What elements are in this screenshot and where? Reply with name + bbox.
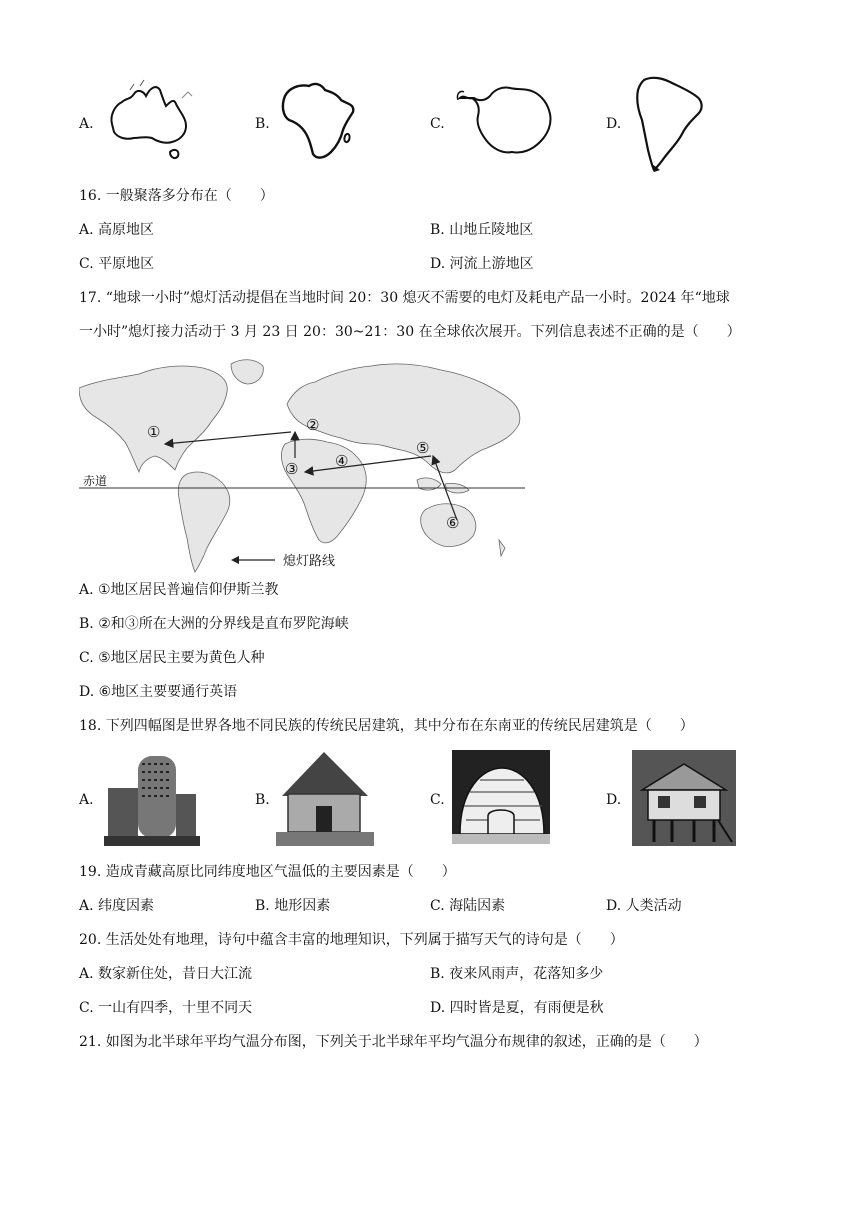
map-marker-6: ⑥ [446, 514, 460, 532]
q19-option-d[interactable]: D. 人类活动 [606, 898, 682, 914]
q19-option-a[interactable]: A. 纬度因素 [79, 898, 155, 914]
q16-option-c[interactable]: C. 平原地区 [79, 256, 155, 272]
world-map-figure [79, 352, 529, 574]
map-marker-4: ④ [335, 452, 349, 470]
thatched-round-hut-image [276, 746, 374, 846]
q18-letter-a[interactable]: A. [79, 792, 94, 808]
q19-option-b[interactable]: B. 地形因素 [255, 898, 331, 914]
map-marker-1: ① [147, 423, 161, 441]
map-marker-5: ⑤ [416, 439, 430, 457]
q18-stem: 18. 下列四幅图是世界各地不同民族的传统民居建筑，其中分布在东南亚的传统民居建筑是（ ） [79, 718, 694, 734]
map-marker-3: ③ [285, 460, 299, 478]
q19-stem: 19. 造成青藏高原比同纬度地区气温低的主要因素是（ ） [79, 864, 456, 880]
legend-route-label: 熄灯路线 [283, 554, 336, 569]
q20-option-b[interactable]: B. 夜来风雨声，花落知多少 [430, 966, 604, 982]
mud-tower-house-image [104, 748, 200, 846]
q20-stem: 20. 生活处处有地理，诗句中蕴含丰富的地理知识，下列属于描写天气的诗句是（ ） [79, 932, 624, 948]
map-marker-2: ② [306, 416, 320, 434]
africa-outline-image [275, 76, 360, 164]
q16-option-b[interactable]: B. 山地丘陵地区 [430, 222, 534, 238]
q16-option-a[interactable]: A. 高原地区 [79, 222, 155, 238]
south-america-outline-image [630, 70, 710, 174]
equator-label: 赤道 [83, 474, 108, 488]
igloo-image [452, 750, 550, 844]
q17-option-c[interactable]: C. ⑤地区居民主要为黄色人种 [79, 650, 265, 666]
q15-letter-b[interactable]: B. [255, 116, 270, 132]
antarctica-outline-image [450, 78, 560, 164]
q17-stem-line1: 17. “地球一小时”熄灯活动提倡在当地时间 20：30 熄灭不需要的电灯及耗电产品一小时。2024 年“地球 [79, 290, 730, 306]
q17-option-a[interactable]: A. ①地区居民普遍信仰伊斯兰教 [79, 582, 279, 598]
q17-option-b[interactable]: B. ②和③所在大洲的分界线是直布罗陀海峡 [79, 616, 349, 632]
q20-option-c[interactable]: C. 一山有四季，十里不同天 [79, 1000, 253, 1016]
q21-stem: 21. 如图为北半球年平均气温分布图，下列关于北半球年平均气温分布规律的叙述，正确的是（ ） [79, 1034, 708, 1050]
q18-letter-c[interactable]: C. [430, 792, 445, 808]
q15-letter-a[interactable]: A. [79, 116, 94, 132]
q20-option-a[interactable]: A. 数家新住处，昔日大江流 [79, 966, 253, 982]
australia-outline-image [100, 76, 200, 164]
q20-option-d[interactable]: D. 四时皆是夏，有雨便是秋 [430, 1000, 604, 1016]
q17-stem-line2: 一小时”熄灯接力活动于 3 月 23 日 20：30~21：30 在全球依次展开。下列信息表述不正确的是（ ） [79, 324, 741, 340]
q17-option-d[interactable]: D. ⑥地区主要要通行英语 [79, 684, 238, 700]
q18-letter-b[interactable]: B. [255, 792, 270, 808]
q19-option-c[interactable]: C. 海陆因素 [430, 898, 506, 914]
q15-letter-d[interactable]: D. [606, 116, 622, 132]
q16-stem: 16. 一般聚落多分布在（ ） [79, 188, 274, 204]
q15-letter-c[interactable]: C. [430, 116, 445, 132]
stilt-house-image [632, 750, 736, 846]
q16-option-d[interactable]: D. 河流上游地区 [430, 256, 534, 272]
q18-letter-d[interactable]: D. [606, 792, 622, 808]
